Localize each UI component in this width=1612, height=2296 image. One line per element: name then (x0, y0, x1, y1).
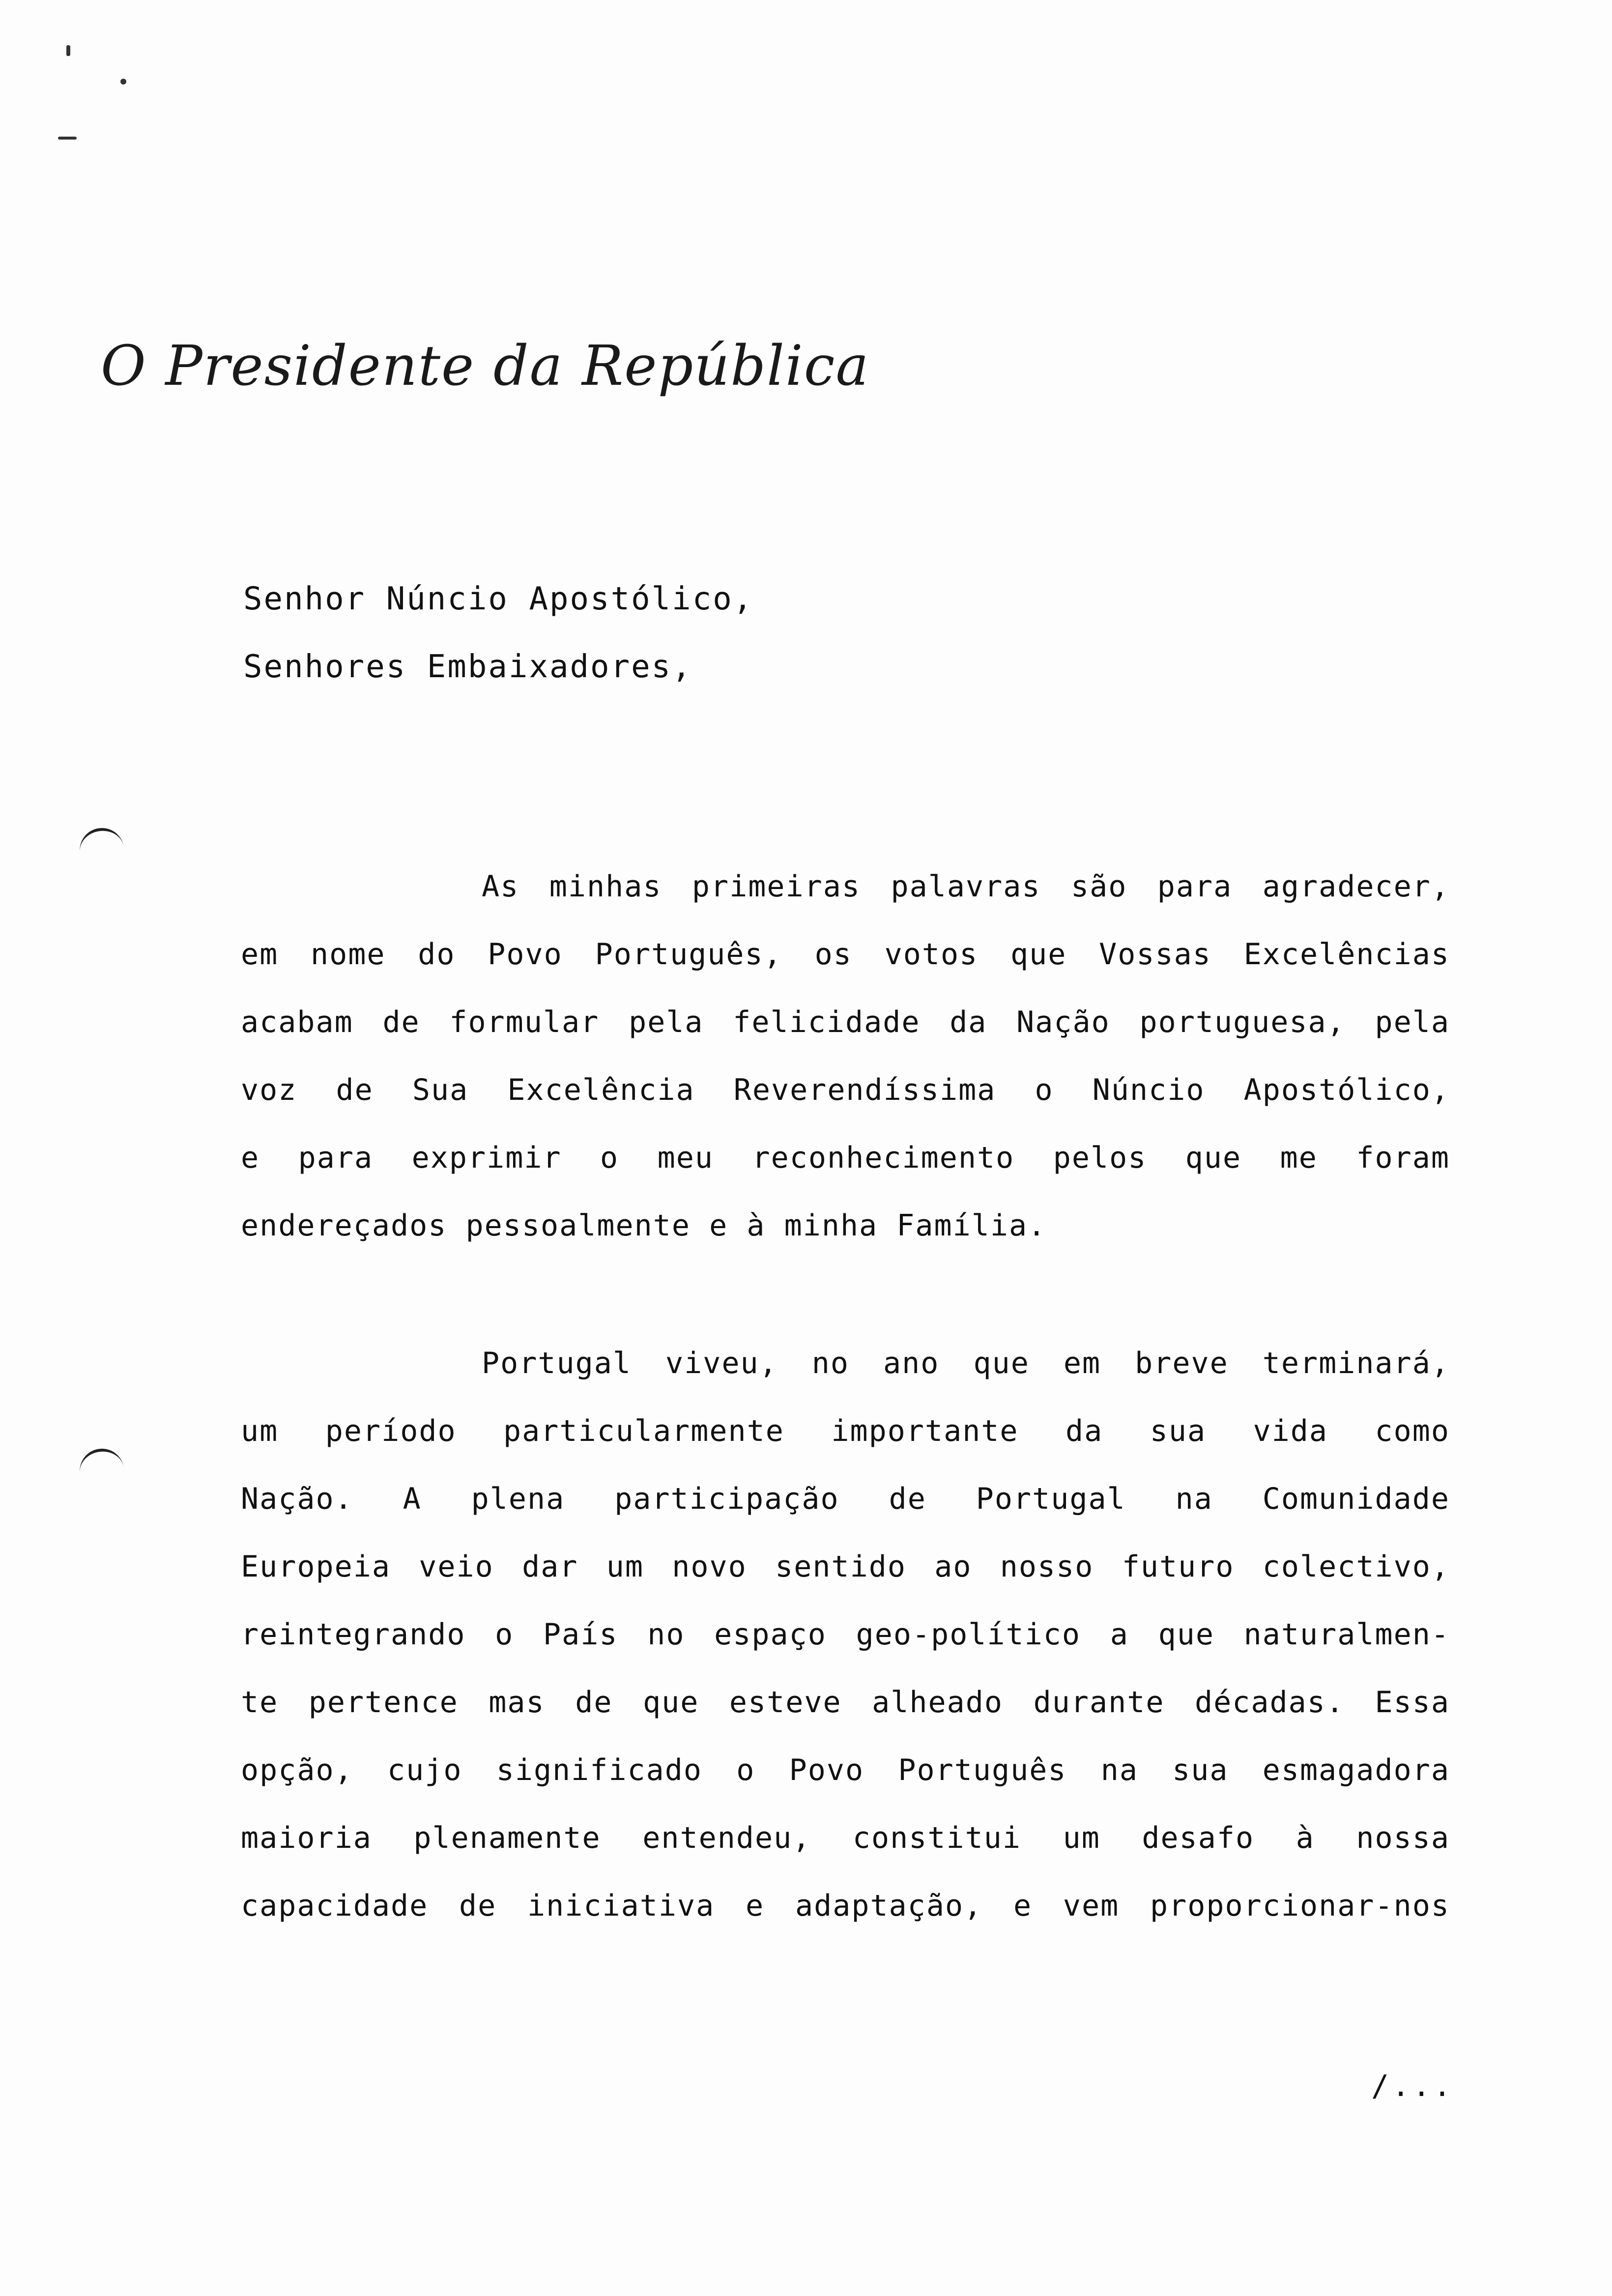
salutation-line: Senhores Embaixadores, (243, 649, 692, 685)
text-line: um período particularmente importante da sua vida como (241, 1414, 1450, 1448)
text-line: maioria plenamente entendeu, constitui um desafo à nossa (241, 1821, 1450, 1855)
scan-speck (120, 79, 126, 85)
letterhead-title: O Presidente da República (101, 334, 870, 398)
scan-speck (58, 137, 77, 140)
text-line: Portugal viveu, no ano que em breve terminará, (482, 1346, 1450, 1380)
margin-mark (77, 825, 125, 859)
text-line: capacidade de iniciativa e adaptação, e vem proporcionar-nos (241, 1889, 1450, 1923)
text-line: em nome do Povo Português, os votos que Vossas Excelências (241, 937, 1450, 972)
text-line: Nação. A plena participação de Portugal na Comunidade (241, 1482, 1450, 1516)
paragraph-1 (241, 853, 1450, 1260)
text-line: As minhas primeiras palavras são para agradecer, (482, 869, 1450, 904)
text-line: opção, cujo significado o Povo Português na sua esmagadora (241, 1753, 1450, 1787)
text-line: e para exprimir o meu reconhecimento pelos que me foram (241, 1141, 1450, 1175)
scan-speck (66, 45, 70, 56)
continuation-mark: /... (1371, 2069, 1454, 2103)
text-line: acabam de formular pela felicidade da Nação portuguesa, pela (241, 1005, 1450, 1039)
text-line: te pertence mas de que esteve alheado durante décadas. Essa (241, 1685, 1450, 1720)
text-line: voz de Sua Excelência Reverendíssima o Núncio Apostólico, (241, 1073, 1450, 1107)
text-line: Europeia veio dar um novo sentido ao nosso futuro colectivo, (241, 1550, 1450, 1584)
paragraph-2 (241, 1329, 1450, 1940)
margin-mark (77, 1446, 125, 1479)
salutation (243, 565, 753, 701)
text-line: endereçados pessoalmente e à minha Família. (241, 1208, 1047, 1243)
salutation-line: Senhor Núncio Apostólico, (243, 581, 754, 617)
text-line: reintegrando o País no espaço geo-político a que naturalmen- (241, 1617, 1450, 1652)
